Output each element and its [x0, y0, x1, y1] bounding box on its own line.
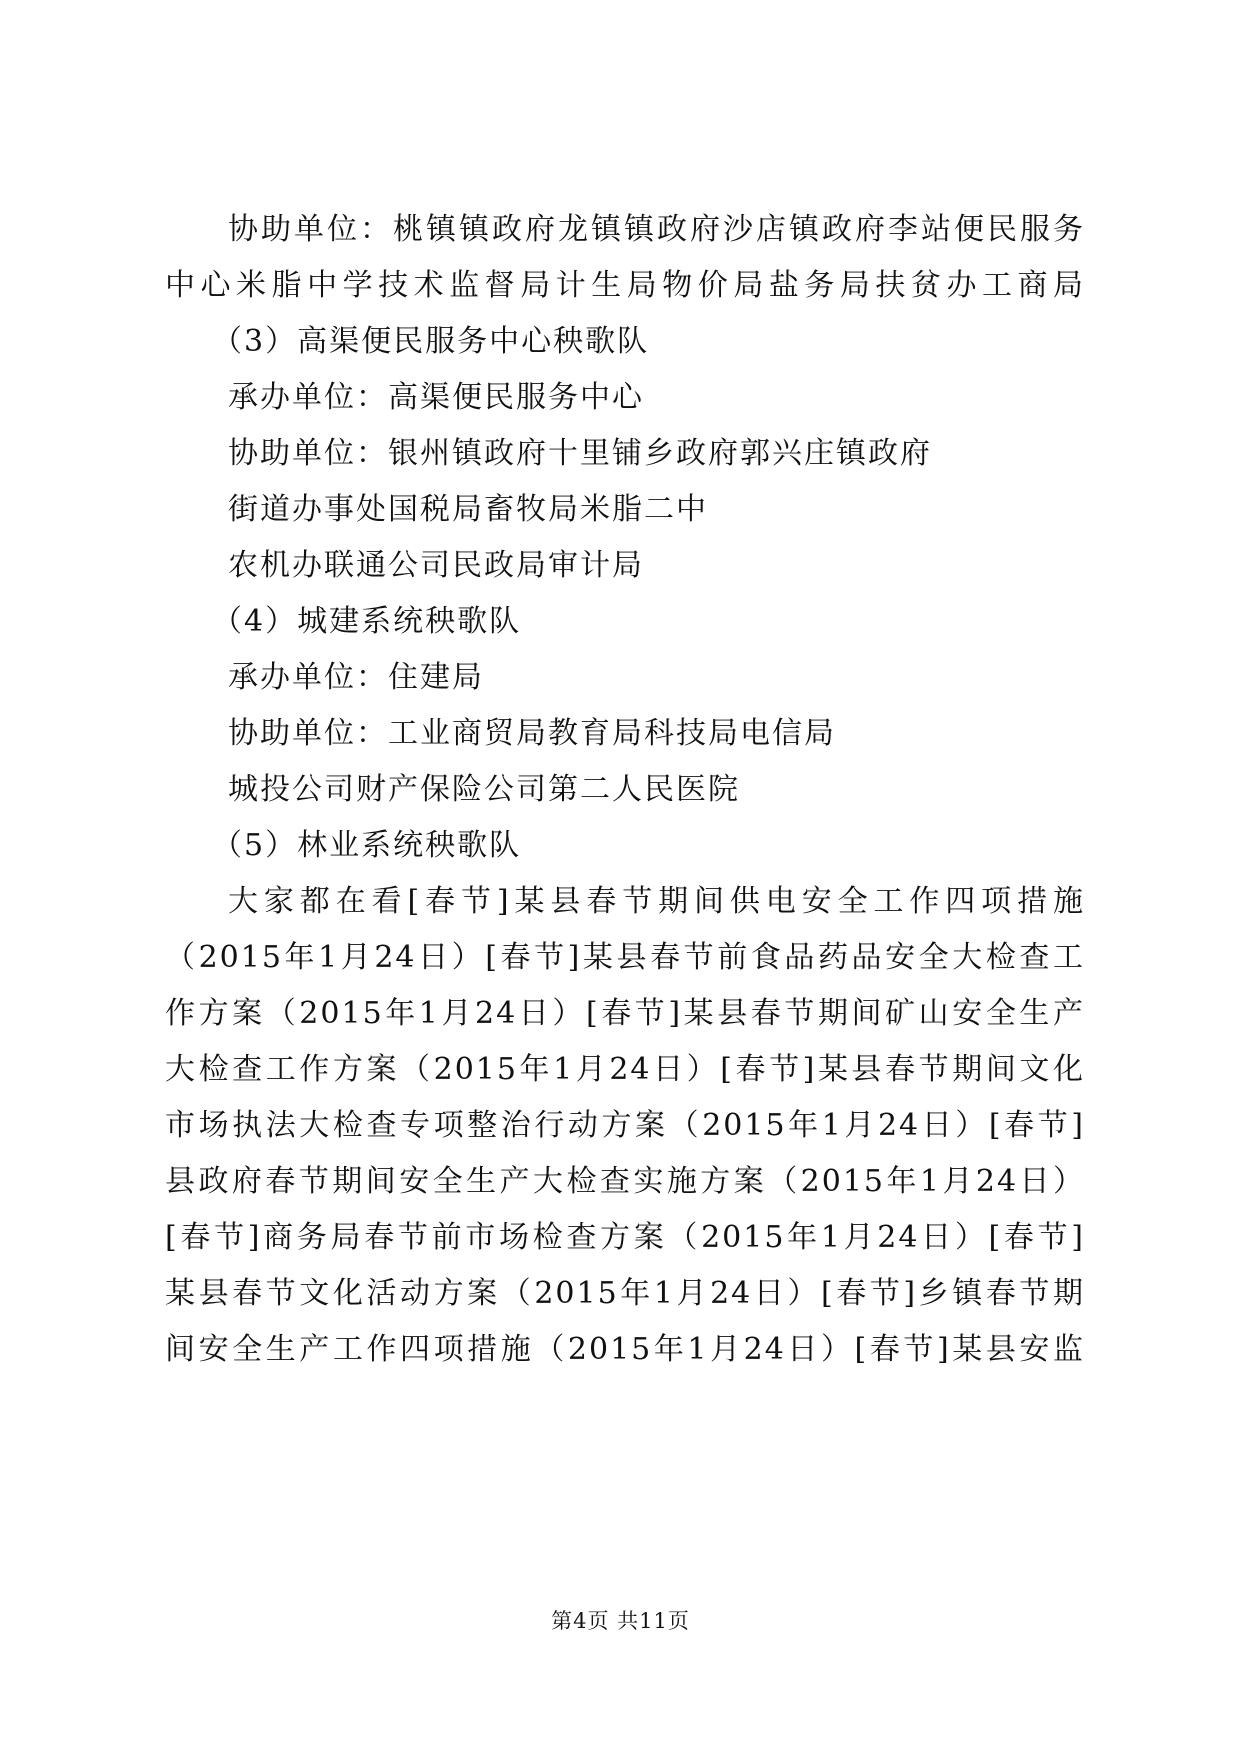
page-number-footer: 第4页 共11页: [551, 1609, 690, 1633]
body-line: 作方案（2015年1月24日）[春节]某县春节期间矿山安全生产: [165, 996, 1085, 1031]
body-line: 农机办联通公司民政局审计局: [228, 548, 644, 583]
section-heading: （4）城建系统秧歌队: [212, 604, 522, 639]
body-line: （2015年1月24日）[春节]某县春节前食品药品安全大检查工: [165, 940, 1085, 975]
body-line: 中心米脂中学技术监督局计生局物价局盐务局扶贫办工商局: [165, 268, 1085, 303]
body-line: 城投公司财产保险公司第二人民医院: [228, 772, 740, 807]
body-line: 协助单位：工业商贸局教育局科技局电信局: [228, 716, 836, 751]
body-line: 间安全生产工作四项措施（2015年1月24日）[春节]某县安监: [165, 1332, 1085, 1367]
body-line: 某县春节文化活动方案（2015年1月24日）[春节]乡镇春节期: [165, 1276, 1085, 1311]
section-heading: （3）高渠便民服务中心秧歌队: [212, 324, 650, 359]
body-line: 街道办事处国税局畜牧局米脂二中: [228, 492, 708, 527]
section-heading: （5）林业系统秧歌队: [212, 828, 522, 863]
body-line: 承办单位：高渠便民服务中心: [228, 380, 644, 415]
body-line: 县政府春节期间安全生产大检查实施方案（2015年1月24日）: [165, 1164, 1085, 1199]
body-line: 协助单位：桃镇镇政府龙镇镇政府沙店镇政府李站便民服务: [228, 212, 1085, 247]
body-line: 大检查工作方案（2015年1月24日）[春节]某县春节期间文化: [165, 1052, 1085, 1087]
body-line: 大家都在看[春节]某县春节期间供电安全工作四项措施: [228, 884, 1085, 919]
body-line: 承办单位：住建局: [228, 660, 484, 695]
body-line: 市场执法大检查专项整治行动方案（2015年1月24日）[春节]: [165, 1108, 1085, 1143]
body-line: [春节]商务局春节前市场检查方案（2015年1月24日）[春节]: [165, 1220, 1085, 1255]
body-line: 协助单位：银州镇政府十里铺乡政府郭兴庄镇政府: [228, 436, 932, 471]
